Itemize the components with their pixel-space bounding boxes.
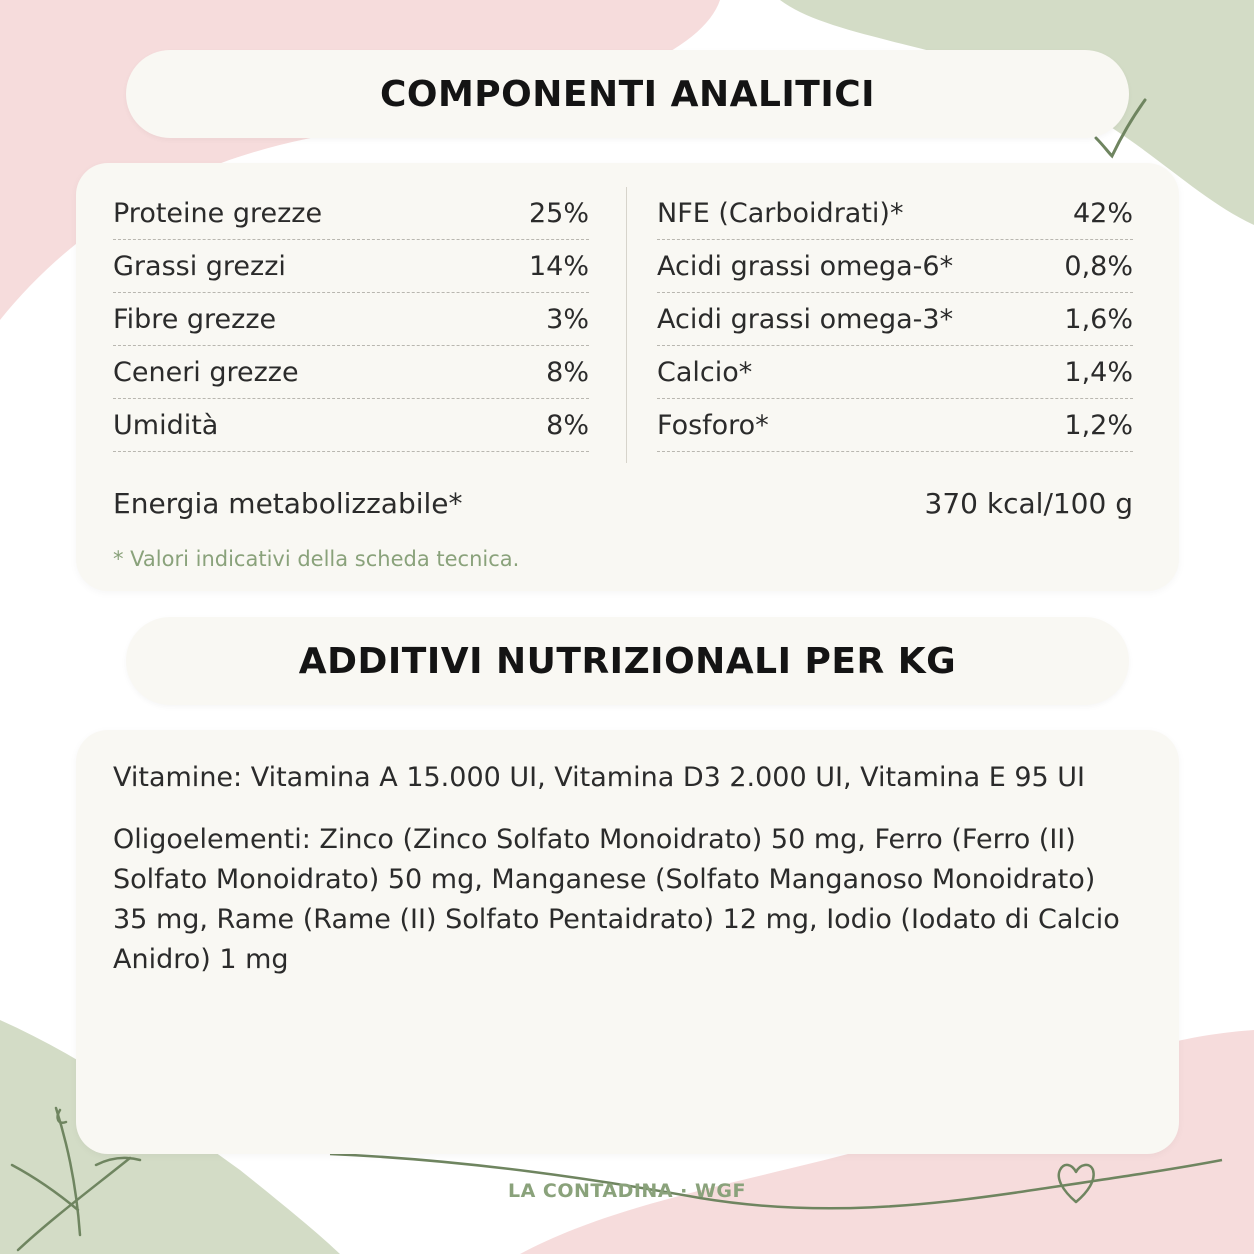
row-label: NFE (Carboidrati)* — [657, 197, 904, 229]
column-divider — [626, 187, 627, 463]
section-title-pill — [126, 50, 1129, 138]
row-label: Grassi grezzi — [113, 250, 286, 282]
trace-elements-text: Oligoelementi: Zinco (Zinco Solfato Monoidrato) 50 mg, Ferro (Ferro (II) Solfato Monoidrato) 50 mg, Manganese (Solfato Manganoso Monoidrato) 35 mg, Rame (Rame (II) Solfato Pentaidrato) 12 mg, Iodio (Iodato di Calcio Anidro) 1 mg — [113, 824, 1120, 975]
row-value: 0,8% — [1064, 250, 1133, 282]
row-value: 3% — [546, 303, 589, 335]
row-value: 14% — [528, 250, 589, 282]
row-label: Proteine grezze — [113, 197, 323, 229]
analytics-column-left — [113, 187, 589, 452]
row-label: Fibre grezze — [113, 303, 277, 335]
row-label: Ceneri grezze — [113, 356, 299, 388]
row-value: 25% — [528, 197, 589, 229]
row-value: 42% — [1072, 197, 1133, 229]
analytics-column-right — [657, 187, 1133, 452]
analytics-row — [657, 293, 1133, 346]
section-title-pill — [126, 617, 1129, 705]
row-label: Calcio* — [657, 356, 753, 388]
nutritional-additives-card — [76, 730, 1179, 1154]
row-value: 1,4% — [1064, 356, 1133, 388]
row-label: Acidi grassi omega-6* — [657, 250, 954, 282]
analytics-row — [113, 399, 589, 452]
vitamins-text: Vitamine: Vitamina A 15.000 UI, Vitamina D3 2.000 UI, Vitamina E 95 UI — [113, 762, 1085, 793]
footnote: * Valori indicativi della scheda tecnica. — [113, 547, 520, 571]
row-label: Umidità — [113, 409, 219, 441]
analytics-row — [657, 187, 1133, 240]
energy-label: Energia metabolizzabile* — [113, 487, 463, 520]
section-title-componenti: COMPONENTI ANALITICI — [379, 73, 876, 115]
row-label: Acidi grassi omega-3* — [657, 303, 954, 335]
row-value: 1,6% — [1064, 303, 1133, 335]
analytics-row — [113, 293, 589, 346]
analytics-row — [113, 187, 589, 240]
energy-row — [113, 487, 1133, 520]
row-value: 8% — [546, 409, 589, 441]
analytics-row — [657, 240, 1133, 293]
analytics-row — [113, 346, 589, 399]
analytics-row — [113, 240, 589, 293]
energy-value: 370 kcal/100 g — [924, 487, 1133, 520]
analytics-table — [113, 187, 1133, 459]
row-value: 1,2% — [1064, 409, 1133, 441]
analytical-components-card — [76, 163, 1179, 591]
section-title-additivi: ADDITIVI NUTRIZIONALI PER KG — [298, 640, 957, 682]
analytics-row — [657, 346, 1133, 399]
brand-footer: LA CONTADINA · WGF — [507, 1180, 747, 1202]
analytics-row — [657, 399, 1133, 452]
row-value: 8% — [546, 356, 589, 388]
row-label: Fosforo* — [657, 409, 769, 441]
